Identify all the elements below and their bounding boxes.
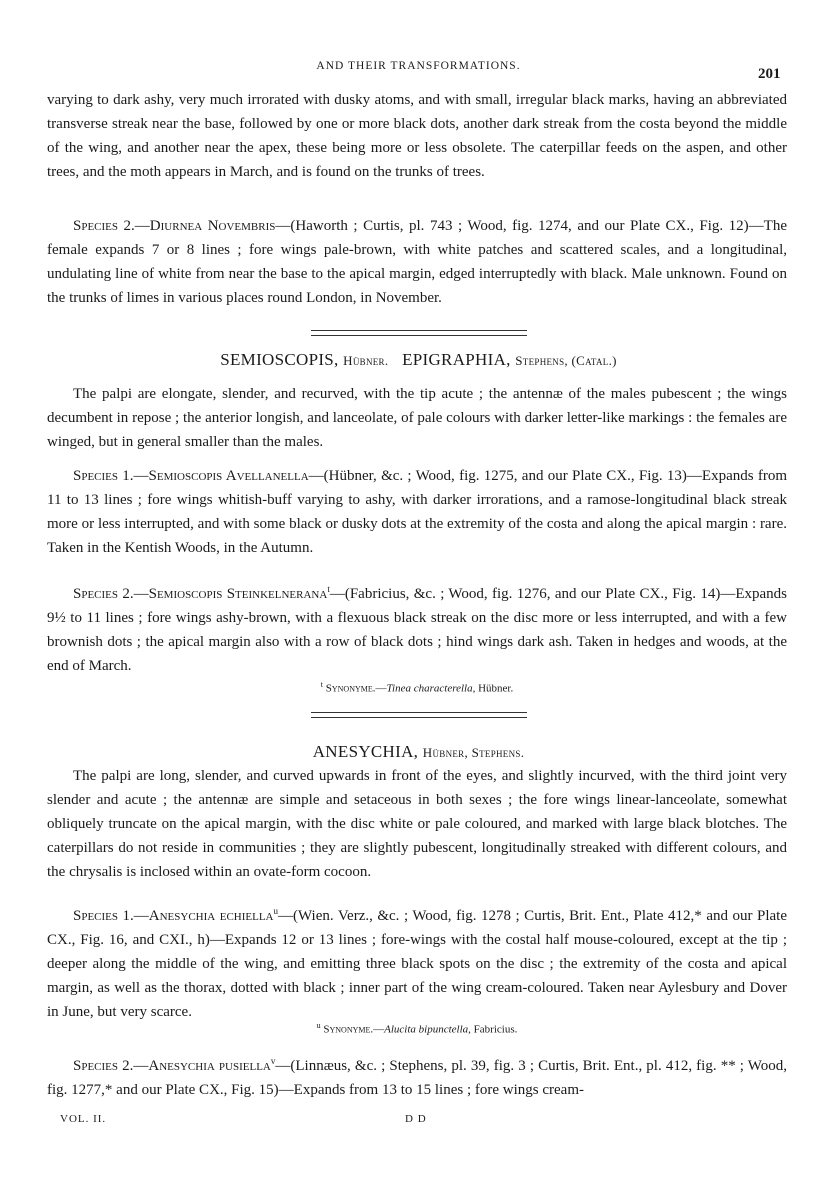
genus-name: EPIGRAPHIA, xyxy=(402,350,511,369)
footnote-u xyxy=(47,1021,787,1036)
footnote-marker: t xyxy=(327,584,330,594)
footnote-marker: u xyxy=(273,906,278,916)
footnote-t xyxy=(47,680,787,695)
footnote-label: Synonyme.— xyxy=(325,682,387,695)
footnote-label: Synonyme.— xyxy=(323,1023,385,1036)
species-label: Species 1.—Semioscopis Avellanella xyxy=(73,468,309,484)
volume-label: VOL. II. xyxy=(60,1113,107,1125)
section-divider xyxy=(311,330,527,336)
footnote-mark: t xyxy=(320,680,323,689)
page-number: 201 xyxy=(758,66,781,82)
genus-author: Hübner, Stephens. xyxy=(422,745,525,760)
species-text: —(Fabricius, &c. ; Wood, fig. 1276, and our Plate CX., Fig. 14)—Expands 9½ to 11 lines ; fore wings ashy-brown, with a flexuous black streak on the disc more or less interrupted, and with a few brownish dots ; the apical margin also with a row of black dots ; hind wings dark ash. Taken in hedges and woods, at the end of March. xyxy=(47,586,787,674)
genus-description-anesychia: The palpi are long, slender, and curved upwards in front of the eyes, and slightly incurved, with the third joint very slender and acute ; the antennæ are simple and setaceous in both sexes ; the fore wings linear-lanceolate, somewhat obliquely truncate on the apical margin, with the disc white or pale coloured, and marked with large black blotches. The caterpillars do not reside in communities ; they are slightly pubescent, longitudinally streaked with different colours, and the chrysalis is inclosed within an ovate-form cocoon. xyxy=(47,768,787,880)
genus-description-semioscopis: The palpi are elongate, slender, and recurved, with the tip acute ; the antennæ of the males pubescent ; the wings decumbent in repose ; the anterior longish, and lanceolate, of pale colours with darker letter-like markings : the females are winged, but in general smaller than the males. xyxy=(47,386,787,450)
paragraph-continued: varying to dark ashy, very much irrorated with dusky atoms, and with small, irregular black marks, having an abbreviated transverse streak near the base, followed by one or more black dots, another dark streak from the costa beyond the middle of the wing, and another near the apex, these being more or less obsolete. The caterpillar feeds on the aspen, and other trees, and the moth appears in March, and is found on the trunks of trees. xyxy=(47,92,787,180)
signature-mark: D D xyxy=(405,1113,427,1125)
species-semioscopis-avellanella xyxy=(47,464,787,560)
species-text: —(Wien. Verz., &c. ; Wood, fig. 1278 ; Curtis, Brit. Ent., Plate 412,* and our Plate CX., Fig. 16, and CXI., h)—Expands 12 or 13 lines ; fore-wings with the costal half mouse-coloured, except at the tip ; deeper along the middle of the wing, and emitting three black spots on the disc ; the extremity of the costa and apical margin, as well as the thorax, dotted with black ; inner part of the wing cream-coloured. Taken near Aylesbury and Dover in June, but very scarce. xyxy=(47,908,787,1020)
species-semioscopis-steinkelnerana xyxy=(47,577,787,678)
species-label: Species 1.—Anesychia echiella xyxy=(73,908,274,924)
running-head: AND THEIR TRANSFORMATIONS. xyxy=(316,60,521,72)
section-heading-anesychia xyxy=(0,742,837,762)
species-text: —(Hübner, &c. ; Wood, fig. 1275, and our Plate CX., Fig. 13)—Expands from 11 to 13 lines ; fore wings whitish-buff varying to ashy, with darker irrorations, and a ramose-longitudinal black streak more or less interrupted, and with some black or dusky dots at the extremity of the costa and along the apical margin : rare. Taken in the Kentish Woods, in the Autumn. xyxy=(47,468,788,556)
species-label: Species 2.—Diurnea Novembris xyxy=(73,218,276,234)
genus-name: ANESYCHIA, xyxy=(312,742,419,761)
section-divider xyxy=(311,712,527,718)
genus-author: Stephens, (Catal.) xyxy=(515,353,617,368)
section-heading-semioscopis xyxy=(0,350,837,370)
footnote-italic: Tinea characterella, xyxy=(386,682,476,695)
genus-author: Hübner. xyxy=(343,353,389,368)
species-text: —(Linnæus, &c. ; Stephens, pl. 39, fig. 3 ; Curtis, Brit. Ent., pl. 412, fig. ** ; Wood, fig. 1277,* and our Plate CX., Fig. 15)—Expands from 13 to 15 lines ; fore wings cream- xyxy=(47,1058,788,1098)
species-label: Species 2.—Anesychia pusiella xyxy=(73,1058,271,1074)
footnote-rest: Fabricius. xyxy=(473,1023,518,1036)
species-diurnea-novembris xyxy=(47,214,787,310)
species-text: —(Haworth ; Curtis, pl. 743 ; Wood, fig. 1274, and our Plate CX., Fig. 12)—The female expands 7 or 8 lines ; fore wings pale-brown, with white patches and scattered scales, and a longitudinal, undulating line of white from near the base to the apical margin, edged interruptedly with black. Male unknown. Found on the trunks of limes in various places round London, in November. xyxy=(47,218,788,306)
species-anesychia-pusiella xyxy=(47,1049,787,1102)
footnote-rest: Hübner. xyxy=(478,682,514,695)
genus-name: SEMIOSCOPIS, xyxy=(220,350,339,369)
species-anesychia-echiella xyxy=(47,899,787,1024)
footnote-italic: Alucita bipunctella, xyxy=(384,1023,471,1036)
species-label: Species 2.—Semioscopis Steinkelnerana xyxy=(73,586,328,602)
footnote-marker: v xyxy=(270,1056,276,1066)
footnote-mark: u xyxy=(316,1021,321,1030)
